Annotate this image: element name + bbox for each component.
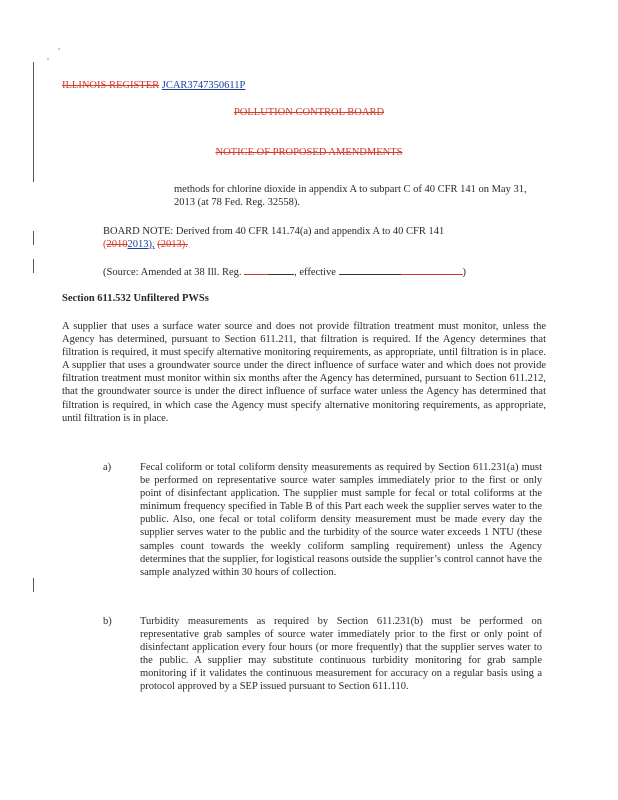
register-inserted-text: JCAR3747350611P xyxy=(161,80,246,91)
change-bar xyxy=(33,231,34,245)
board-note: BOARD NOTE: Derived from 40 CFR 141.74(a) and appendix A to 40 CFR 141 (20102013), (2013). xyxy=(103,226,445,251)
change-bar xyxy=(33,259,34,273)
board-title: POLLUTION CONTROL BOARD xyxy=(233,107,385,118)
register-struck-text: ILLINOIS REGISTER xyxy=(62,80,160,91)
section-heading: Section 611.532 Unfiltered PWSs xyxy=(62,293,209,304)
intro-paragraph: A supplier that uses a surface water source and does not provide filtration treatment must monitor, unless the Agency has determined, pursuant to Section 611.211, that filtration is required. If the Agency determines that filtration is required, it must specify alternative monitoring requirements, as appropriate, until filtration is in place. A supplier that uses a groundwater source under the direct influence of surface water and which does not provide filtration treatment must monitor within six months after the Agency has determined, pursuant to Section 611.212, that the groundwater source is under the direct influence of surface water unless the Agency has determined that filtration is required, in which case the Agency must specify alternative monitoring requirements, as appropriate, until filtration is in place. xyxy=(62,321,546,424)
inserted-year: 2013 xyxy=(127,239,149,251)
struck-citation: (2013). xyxy=(157,239,188,251)
register-header xyxy=(62,79,245,92)
effective-date-blank-struck xyxy=(401,274,463,275)
notice-title: NOTICE OF PROPOSED AMENDMENTS xyxy=(215,147,403,158)
item-b-text: Turbidity measurements as required by Section 611.231(b) must be performed on representative grab samples of source water immediately prior to the first or only point of disinfectant application every four hours (or more frequently) that the supplier serves water to the public. A supplier may substitute continuous turbidity monitoring for grab sample monitoring if it validates the continuous measurement for accuracy on a regular basis using a protocol approved by a SEP issued pursuant to Section 611.110. xyxy=(140,616,542,693)
effective-date-blank xyxy=(339,274,401,275)
continued-paragraph: methods for chlorine dioxide in appendix A to subpart C of 40 CFR 141 on May 31, 2013 (at 78 Fed. Reg. 32558). xyxy=(174,184,527,209)
struck-year: 2010 xyxy=(106,239,128,251)
board-note-line1: BOARD NOTE: Derived from 40 CFR 141.74(a) and appendix A to 40 CFR 141 xyxy=(103,226,445,237)
scan-speck xyxy=(58,48,60,50)
change-bar xyxy=(33,578,34,592)
item-a-label: a) xyxy=(103,462,112,473)
item-b-label: b) xyxy=(103,616,112,627)
register-page-blank xyxy=(268,274,294,275)
item-a-text: Fecal coliform or total coliform density measurements as required by Section 611.231(a) must be performed on representative source water samples immediately prior to the first or only point of disinfectant application. The supplier must sample for fecal or total coliforms at the minimum frequency specified in Table B of this Part each week the supplier serves water to the public. Also, one fecal or total coliform density measurement must be made every day the supplier serves water to the public and the turbidity of the source water exceeds 1 NTU (these samples count towards the weekly coliform sampling requirement) unless the Agency determines that the supplier, for logistical reasons outside the supplier’s control cannot have the sample analyzed within 30 hours of collection. xyxy=(140,462,542,578)
change-bar xyxy=(33,62,34,182)
source-note: (Source: Amended at 38 Ill. Reg. , effective ) xyxy=(103,267,467,278)
register-volume-blank xyxy=(244,274,268,275)
scan-speck xyxy=(47,58,49,60)
